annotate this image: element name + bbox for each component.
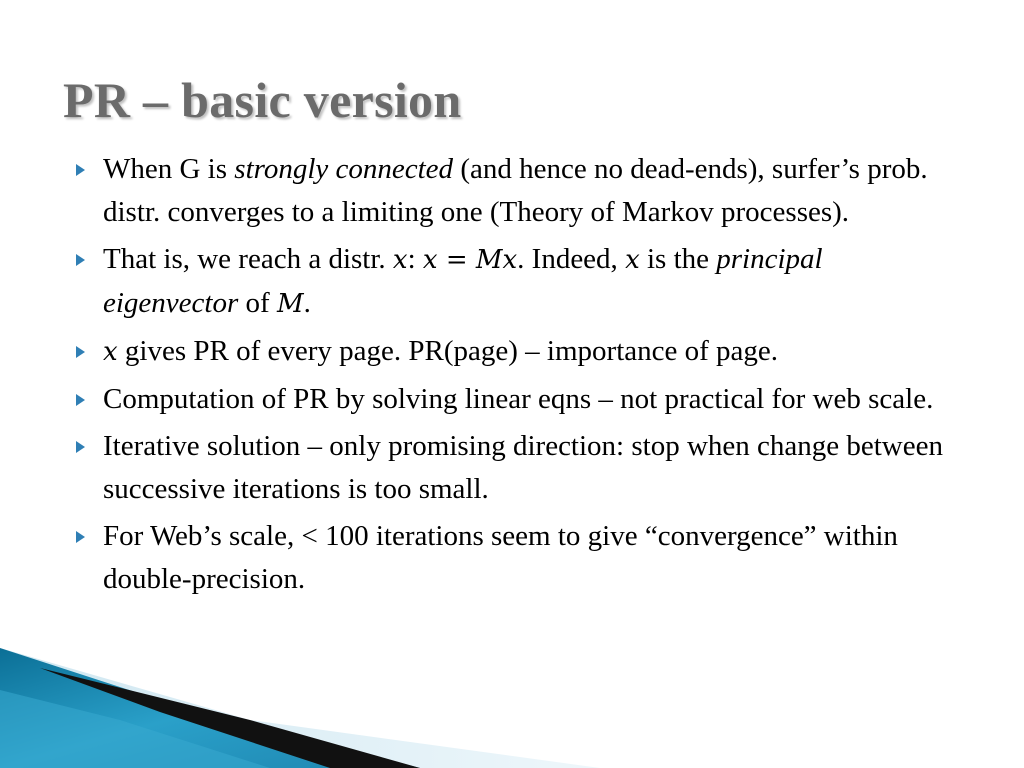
- math-symbol: M: [276, 289, 304, 319]
- slide-title: PR – basic version: [63, 72, 462, 128]
- bullet-text: That is, we reach a distr.: [103, 243, 393, 275]
- bullet-arrow-icon: [76, 441, 85, 453]
- bullet-text: (and hence no dead-ends), surfer’s prob. distr. converges to a limiting one (Theory of Markov processes).: [103, 153, 928, 228]
- bullet-arrow-icon: [76, 531, 85, 543]
- bullet-text: gives PR of every page. PR(page) – importance of page.: [117, 335, 779, 367]
- decor-pale-band: [0, 648, 600, 768]
- bullet-list: [74, 148, 954, 605]
- bullet-arrow-icon: [76, 394, 85, 406]
- math-symbol: x: [625, 245, 640, 275]
- emphasis-text: principal eigenvector: [103, 243, 823, 319]
- bullet-item-3: [74, 330, 954, 374]
- decor-dark-stripe: [40, 668, 420, 768]
- bullet-text: of: [238, 287, 277, 319]
- bullet-text: is the: [639, 243, 717, 275]
- bullet-arrow-icon: [76, 254, 85, 266]
- bullet-text: Iterative solution – only promising direction: stop when change between successive iterations is too small.: [103, 430, 943, 505]
- math-equation: x = Mx: [422, 245, 518, 275]
- bullet-arrow-icon: [76, 164, 85, 176]
- bullet-item-5: [74, 425, 954, 511]
- decor-blue-band: [0, 648, 420, 768]
- bullet-arrow-icon: [76, 346, 85, 358]
- math-symbol: x: [392, 245, 408, 275]
- bullet-item-2: [74, 238, 954, 326]
- bullet-item-4: [74, 378, 954, 421]
- bullet-text: For Web’s scale, < 100 iterations seem to give “convergence” within double-precision.: [103, 520, 898, 595]
- math-symbol: x: [103, 337, 118, 367]
- bullet-text: .: [303, 287, 311, 319]
- bullet-item-6: [74, 515, 954, 601]
- bullet-item-1: [74, 148, 954, 234]
- decor-blue-stripe: [0, 690, 270, 768]
- bullet-text: . Indeed,: [517, 243, 626, 275]
- bullet-text: :: [407, 243, 423, 275]
- bullet-text: Computation of PR by solving linear eqns – not practical for web scale.: [103, 383, 934, 415]
- emphasis-text: strongly connected: [234, 153, 454, 185]
- bullet-text: When G is: [103, 153, 235, 185]
